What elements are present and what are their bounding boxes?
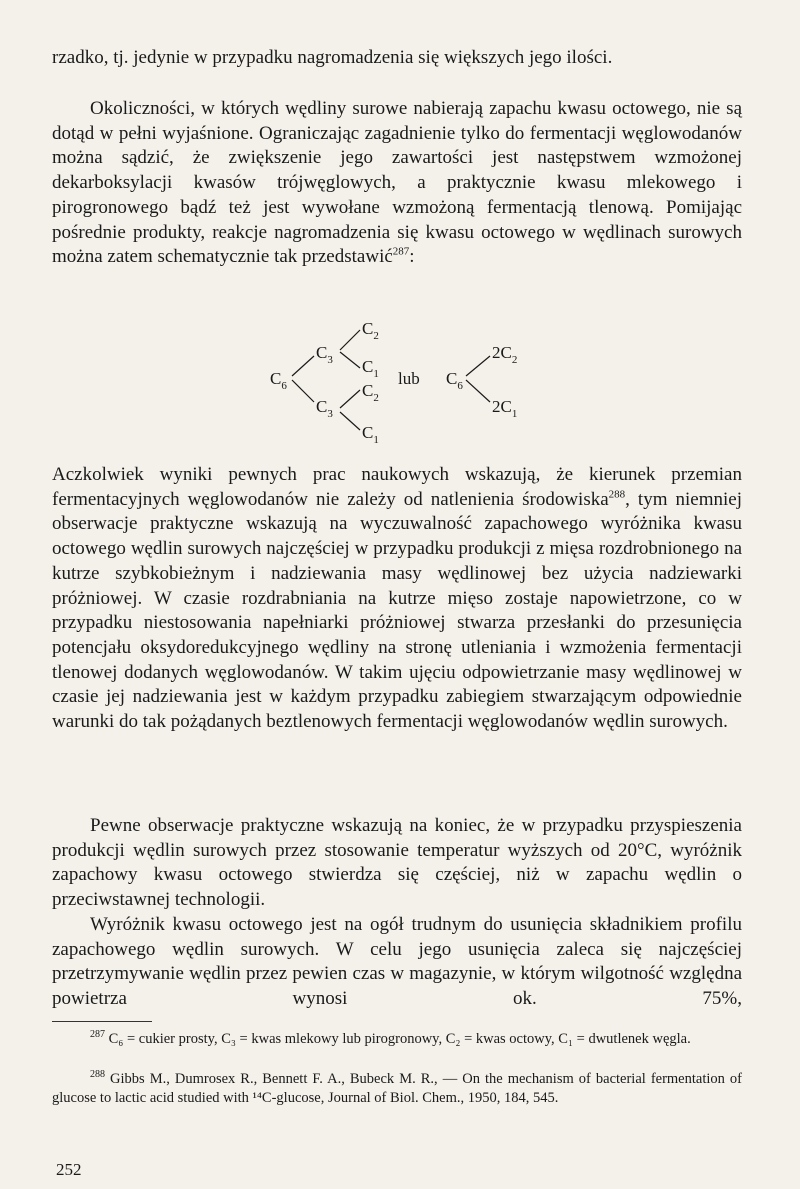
paragraph-continued: [52, 46, 742, 71]
chem-subscript: 1: [373, 368, 379, 380]
bond-line: [292, 356, 314, 376]
bond-line: [340, 330, 360, 350]
chem-symbol: C: [270, 369, 282, 388]
paragraph-text: rzadko, tj. jedynie w przypadku nagromadzenia się większych jego ilości.: [52, 47, 613, 68]
fermentation-scheme: [260, 316, 560, 448]
bond-line: [340, 390, 360, 408]
chem-symbol: C: [316, 397, 328, 416]
bond-line: [466, 380, 490, 402]
chem-symbol: 2C: [492, 397, 512, 416]
chem-symbol: C: [362, 357, 374, 376]
bond-line: [292, 380, 314, 402]
connector-word: lub: [398, 369, 420, 388]
paragraph-text: Okoliczności, w których wędliny surowe nabierają zapachu kwasu octowego, nie są dotąd w pełni wyjaśnione. Ograniczając zagadnienie tylko do fermentacji węglowodanów można sądzić, że zwiększenie jego zawartości jest następstwem wzmożonej dekarboksylacji kwasów trójwęglowych, a praktycznie kwasu mlekowego i pirogronowego bądź też jest wywołane wzmożoną fermentacją tlenową. Pomijając pośrednie produkty, reakcje nagromadzenia się kwasu octowego w wędlinach surowych można zatem schematycznie tak przedstawić: [52, 98, 742, 268]
chem-subscript: 6: [281, 380, 287, 392]
chem-symbol: C: [362, 319, 374, 338]
paragraph-text: Aczkolwiek wyniki pewnych prac naukowych wskazują, że kierunek przemian fermentacyjnych węglowodanów nie zależy od natlenienia środowiska: [52, 464, 742, 510]
footnote-divider: [52, 1021, 152, 1022]
chem-2c2: [492, 343, 517, 366]
paragraph-text: , tym niemniej obserwacje praktyczne wskazują na wyczuwalność zapachowego wyróżnika kwasu octowego wędlin surowych najczęściej w przypadku produkcji z mięsa rozdrobnionego na kutrze szybkobieżnym i nadziewania masy wędlinowej bez użycia nadziewarki próżniowej. W czasie rozdrabniania na kutrze mięso zostaje napowietrzone, co w przypadku niestosowania napełniarki próżniowej stwarza przesłanki do przesunięcia potencjału oksydoredukcyjnego wędliny na stronę utleniania i wzmożenia fermentacji tlenowej dodanych węglowodanów. W takim ujęciu odpowietrzanie masy wędlinowej w czasie jej nadziewania jest w każdym przypadku zabiegiem stwarzającym odpowiednie warunki do tak pożądanych beztlenowych fermentacji węglowodanów wędlin surowych.: [52, 488, 742, 733]
footnote-number: 288: [90, 1069, 105, 1081]
chem-c3-upper: [316, 343, 333, 366]
chem-symbol: C: [446, 369, 458, 388]
bond-line: [340, 352, 360, 368]
chem-subscript: 3: [327, 354, 333, 366]
chem-c2-lower: [362, 381, 379, 404]
page-number: 252: [56, 1160, 82, 1179]
footnote-288: [52, 1070, 742, 1107]
chem-subscript: 1: [511, 408, 518, 420]
footnote-ref: 288: [608, 488, 626, 501]
footnote-text: C₆ = cukier prosty, C₃ = kwas mlekowy lub pirogronowy, C₂ = kwas octowy, C₁ = dwutlenek węgla.: [108, 1031, 691, 1047]
paragraph-text: Pewne obserwacje praktyczne wskazują na koniec, że w przypadku przyspieszenia produkcji wędlin surowych przez stosowanie temperatur wyższych od 20°C, wyróżnik zapachowy kwasu octowego stwierdza się częściej, niż w zapachu wędlin o przeciwstawnej technologii.: [52, 815, 742, 911]
chem-subscript: 2: [511, 354, 518, 366]
bond-line: [466, 356, 490, 376]
paragraph-text: Wyróżnik kwasu octowego jest na ogół trudnym do usunięcia składnikiem profilu zapachowego wędlin surowych. W celu jego usunięcia zaleca się najczęściej przetrzymywanie wędlin przez pewien czas w magazynie, w którym wilgotność względna powietrza wynosi ok. 75%,: [52, 914, 742, 1010]
chem-c3-lower: [316, 397, 333, 420]
chem-subscript: 2: [373, 330, 379, 342]
chem-symbol: 2C: [492, 343, 512, 362]
chem-symbol: C: [362, 381, 374, 400]
chem-subscript: 6: [457, 380, 463, 392]
paragraph-acetic-acid-circumstances: [52, 97, 742, 270]
paragraph-practical-observations: [52, 814, 742, 913]
chem-subscript: 1: [373, 434, 379, 446]
chem-2c1: [492, 397, 517, 420]
footnote-number: 287: [90, 1029, 105, 1041]
chem-subscript: 2: [373, 392, 379, 404]
scheme-diagram: [260, 316, 560, 448]
chem-symbol: C: [362, 423, 374, 442]
footnote-text: Gibbs M., Dumrosex R., Bennett F. A., Bubeck M. R., — On the mechanism of bacterial fermentation of glucose to lactic acid studied with ¹⁴C-glucose, Journal of Biol. Chem., 1950, 184, 545.: [52, 1071, 742, 1106]
chem-c6-right: [446, 369, 463, 392]
paragraph-end: :: [409, 246, 415, 268]
paragraph-research-findings: [52, 463, 742, 735]
chem-symbol: C: [316, 343, 328, 362]
footnote-ref: 287: [392, 245, 410, 258]
footnote-287: [52, 1030, 742, 1049]
paragraph-removal: [52, 913, 742, 1012]
chem-subscript: 3: [327, 408, 333, 420]
chem-c6: [270, 369, 287, 392]
chem-c1-lower: [362, 423, 379, 446]
chem-c2-upper: [362, 319, 379, 342]
bond-line: [340, 412, 360, 430]
chem-c1-upper: [362, 357, 379, 380]
